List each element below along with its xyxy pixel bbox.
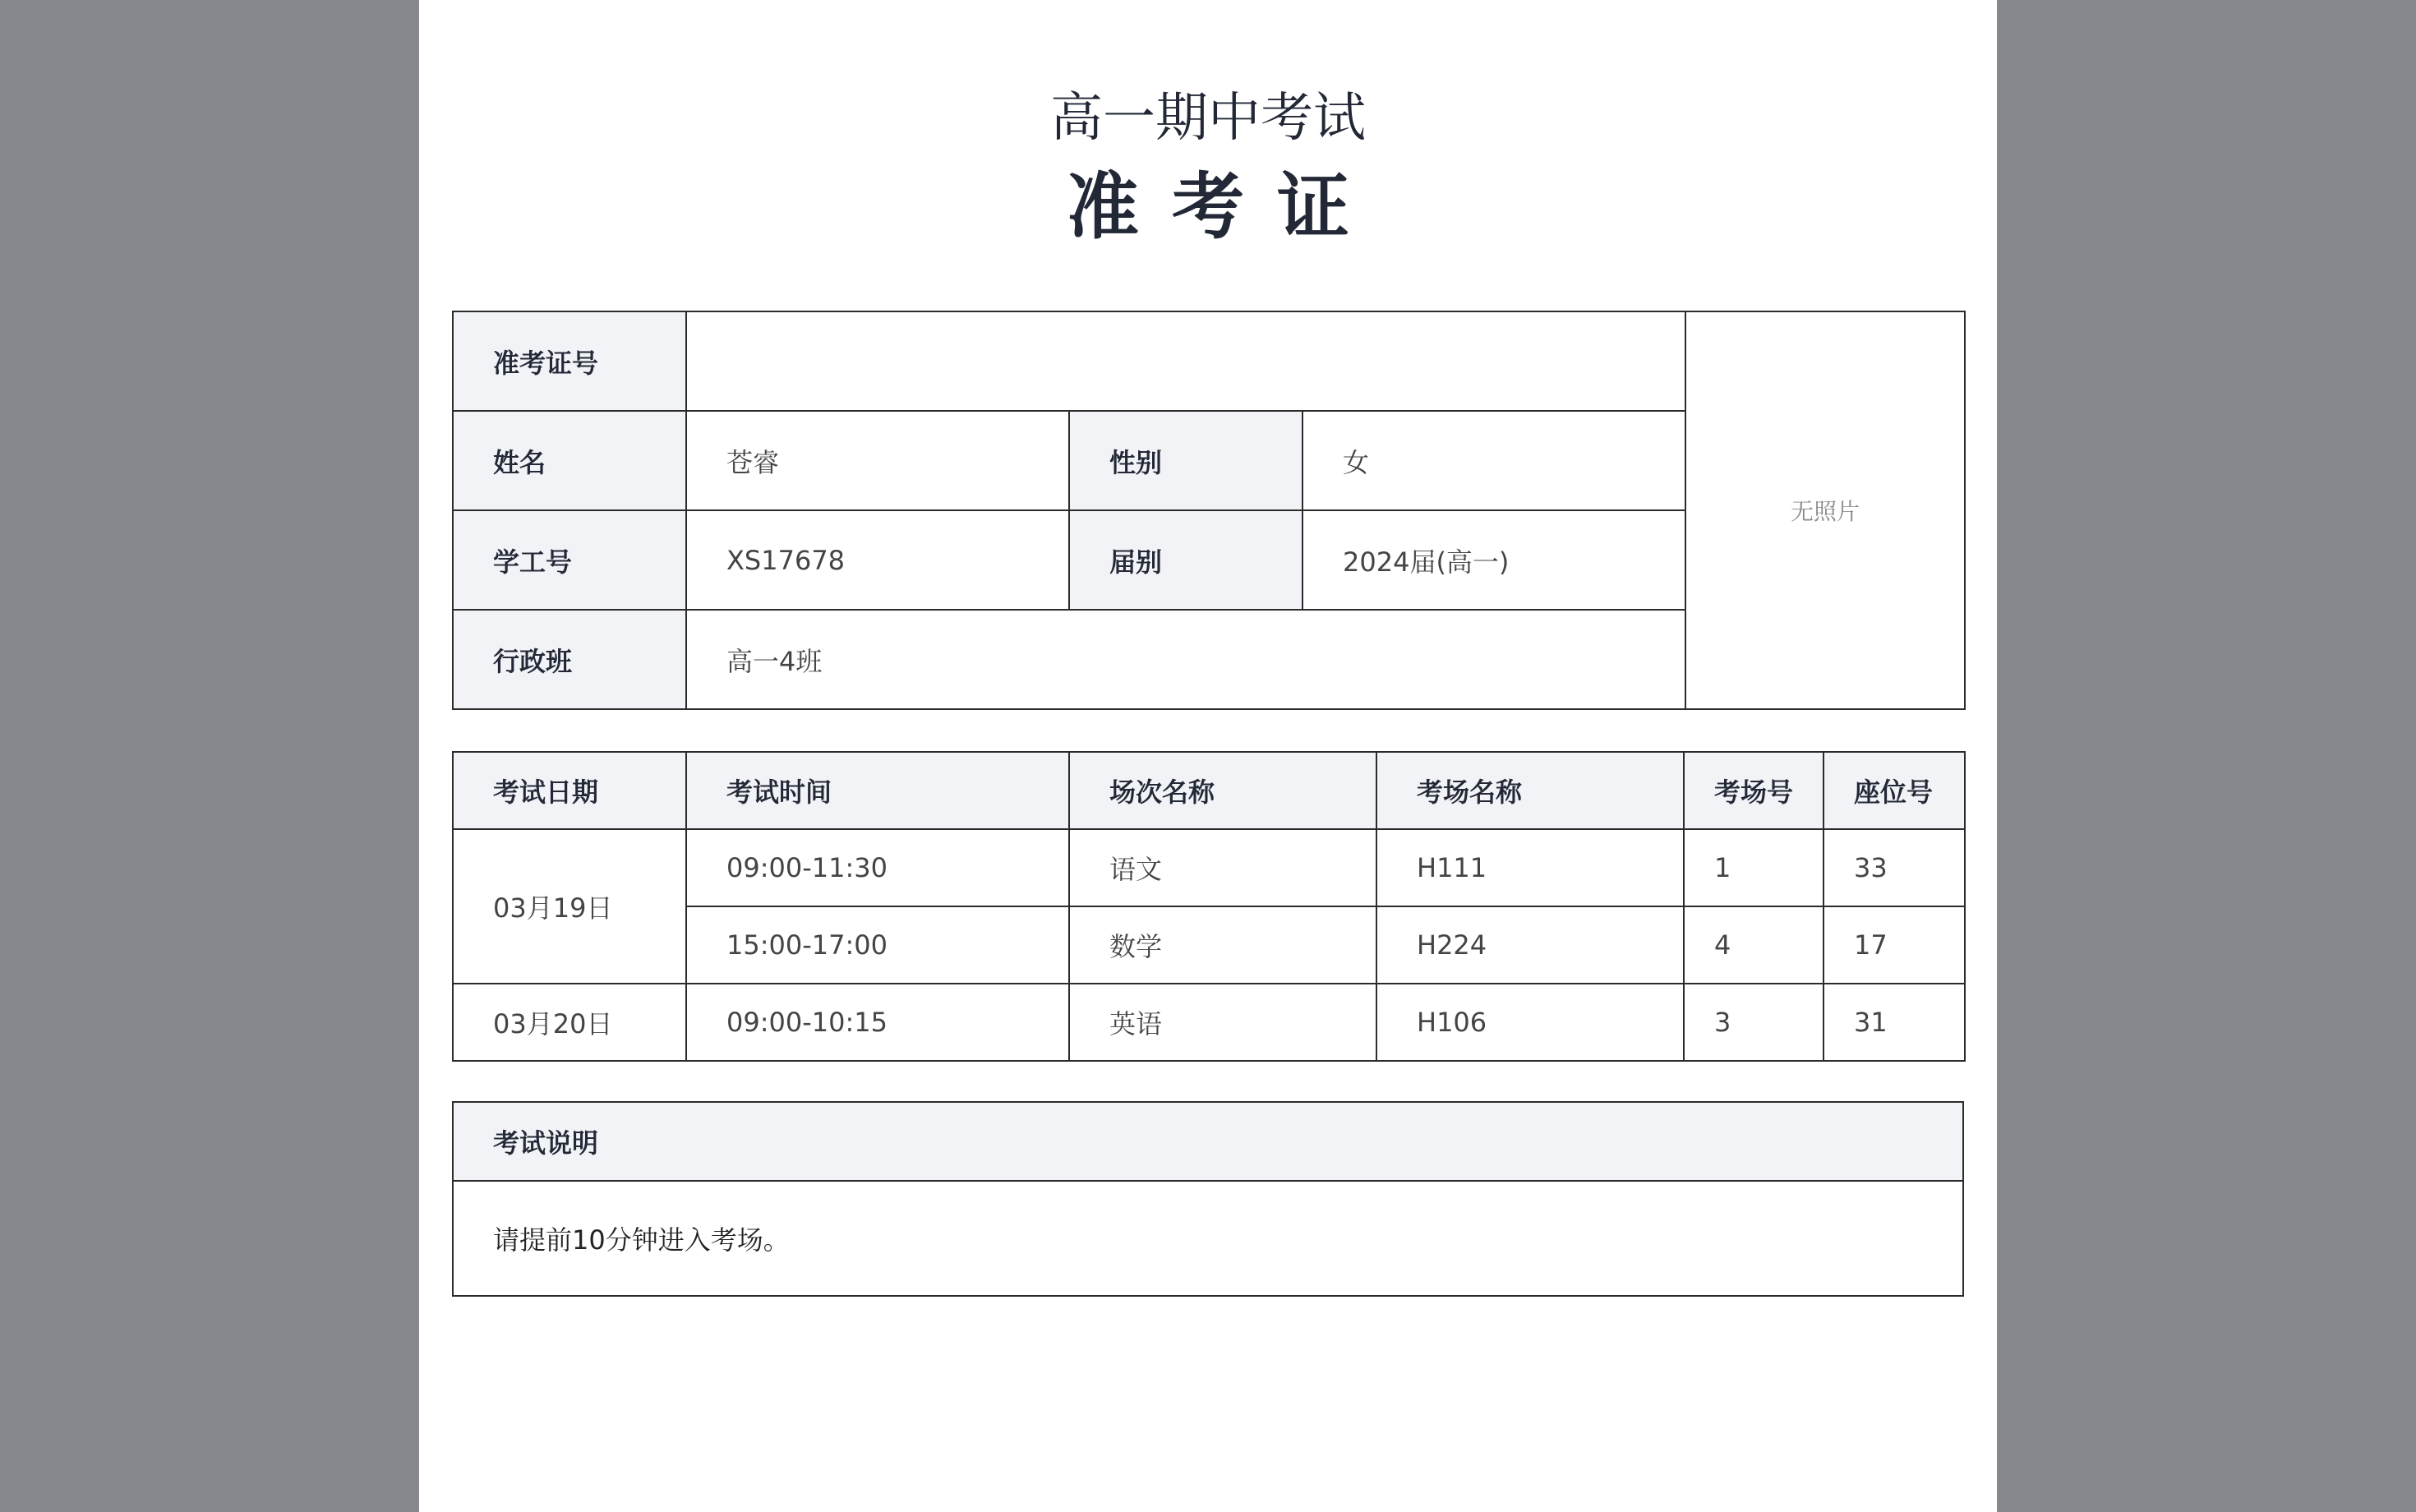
exam-name: 高一期中考试 bbox=[1050, 88, 1366, 149]
seat-no-cell: 31 bbox=[1824, 984, 1965, 1061]
admission-ticket-page bbox=[419, 0, 1997, 1512]
session-name-cell: 英语 bbox=[1069, 984, 1376, 1061]
exam-notes-table bbox=[452, 1101, 1964, 1297]
cohort-value: 2024届(高一) bbox=[1303, 510, 1685, 610]
ticket-no-value bbox=[686, 311, 1685, 411]
exam-schedule-table bbox=[452, 751, 1966, 1062]
notes-text: 请提前10分钟进入考场。 bbox=[453, 1181, 1963, 1296]
room-no-cell: 4 bbox=[1684, 906, 1824, 984]
exam-time-cell: 09:00-10:15 bbox=[686, 984, 1069, 1061]
room-no-cell: 1 bbox=[1684, 829, 1824, 906]
session-name-cell: 语文 bbox=[1069, 829, 1376, 906]
exam-date-cell: 03月19日 bbox=[453, 829, 686, 984]
class-label: 行政班 bbox=[453, 610, 686, 709]
name-label: 姓名 bbox=[453, 411, 686, 510]
exam-time-cell: 15:00-17:00 bbox=[686, 906, 1069, 984]
class-value: 高一4班 bbox=[686, 610, 1685, 709]
session-name-cell: 数学 bbox=[1069, 906, 1376, 984]
gender-label: 性别 bbox=[1069, 411, 1303, 510]
room-no-cell: 3 bbox=[1684, 984, 1824, 1061]
seat-no-cell: 17 bbox=[1824, 906, 1965, 984]
schedule-header-row bbox=[453, 752, 1965, 829]
notes-header-row bbox=[453, 1102, 1963, 1181]
photo-placeholder: 无照片 bbox=[1685, 311, 1965, 709]
header-exam-date: 考试日期 bbox=[453, 752, 686, 829]
header-exam-time: 考试时间 bbox=[686, 752, 1069, 829]
gender-value: 女 bbox=[1303, 411, 1685, 510]
student-id-value: XS17678 bbox=[686, 510, 1069, 610]
room-name-cell: H224 bbox=[1376, 906, 1684, 984]
student-id-label: 学工号 bbox=[453, 510, 686, 610]
cohort-label: 届别 bbox=[1069, 510, 1303, 610]
ticket-header bbox=[419, 79, 1997, 256]
document-title: 准考证 bbox=[1066, 164, 1382, 249]
notes-title: 考试说明 bbox=[453, 1102, 1963, 1181]
ticket-no-row bbox=[453, 311, 1965, 411]
student-info-table bbox=[452, 311, 1966, 710]
table-row bbox=[453, 829, 1965, 906]
header-room-name: 考场名称 bbox=[1376, 752, 1684, 829]
ticket-no-label: 准考证号 bbox=[453, 311, 686, 411]
notes-body-row bbox=[453, 1181, 1963, 1296]
header-room-no: 考场号 bbox=[1684, 752, 1824, 829]
header-seat-no: 座位号 bbox=[1824, 752, 1965, 829]
name-value: 苍睿 bbox=[686, 411, 1069, 510]
exam-date-cell: 03月20日 bbox=[453, 984, 686, 1061]
exam-time-cell: 09:00-11:30 bbox=[686, 829, 1069, 906]
header-session-name: 场次名称 bbox=[1069, 752, 1376, 829]
room-name-cell: H111 bbox=[1376, 829, 1684, 906]
seat-no-cell: 33 bbox=[1824, 829, 1965, 906]
room-name-cell: H106 bbox=[1376, 984, 1684, 1061]
table-row bbox=[453, 984, 1965, 1061]
